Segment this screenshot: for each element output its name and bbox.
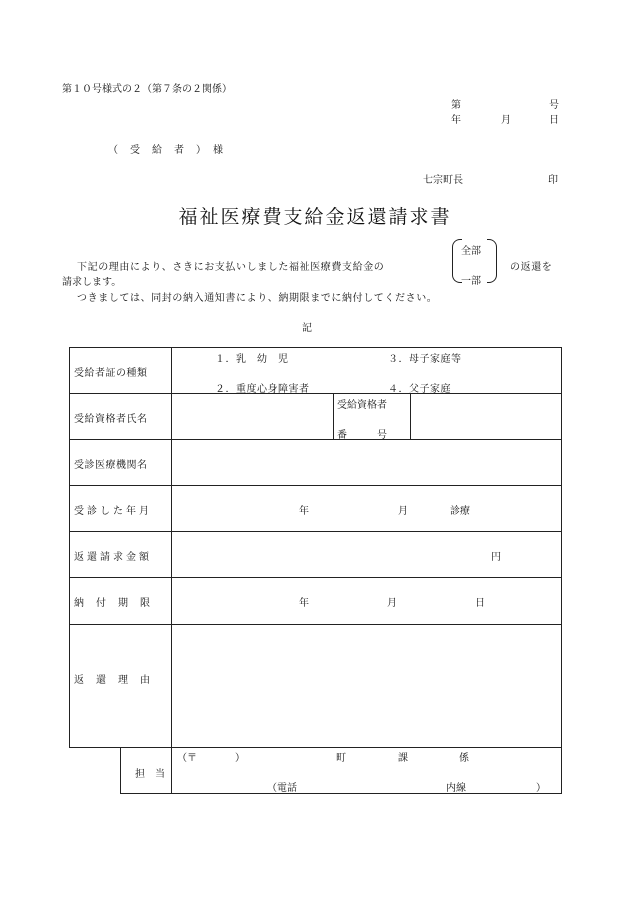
row4-year: 年 <box>299 506 309 517</box>
row5-yen: 円 <box>491 552 501 563</box>
document-title: 福祉医療費支給金返還請求書 <box>178 206 452 228</box>
row4-label: 受診した年月 <box>74 506 152 517</box>
row7-label: 返還理由 <box>74 675 162 686</box>
body-line-1-tail: の返還を <box>510 262 553 273</box>
contact-border-left <box>120 747 121 794</box>
row2-divider-a <box>333 393 334 439</box>
table-column-divider <box>171 347 172 794</box>
contact-label: 担 当 <box>135 769 165 780</box>
date-month: 月 <box>501 115 511 126</box>
addressee: （ 受 給 者 ） 様 <box>108 145 224 156</box>
ki-heading: 記 <box>302 323 312 334</box>
option-all: 全部 <box>461 246 481 257</box>
date-year: 年 <box>451 115 461 126</box>
seal-mark: 印 <box>548 175 558 186</box>
row4-suffix: 診療 <box>450 506 470 517</box>
doc-number-suffix: 号 <box>549 100 559 111</box>
row2-divider-b <box>410 393 411 439</box>
body-line-1: 下記の理由により、さきにお支払いしました福祉医療費支給金の <box>77 262 385 273</box>
date-day: 日 <box>549 115 559 126</box>
row6-day: 日 <box>475 598 485 609</box>
row3-label: 受診医療機関名 <box>74 460 148 471</box>
contact-phone: （電話 <box>267 783 297 794</box>
qualified-label-bottom: 番 号 <box>337 430 387 441</box>
body-line-3: つきましては、同封の納入通知書により、納期限までに納付してください。 <box>77 293 438 304</box>
contact-close: ） <box>536 783 546 794</box>
contact-staff: 係 <box>459 753 469 764</box>
row-line-3 <box>69 485 562 486</box>
option-single-father: ４．父子家庭 <box>388 384 451 395</box>
postal-open: （〒 <box>177 753 197 764</box>
postal-close: ） <box>235 753 245 764</box>
row2-label: 受給資格者氏名 <box>74 414 148 425</box>
row6-month: 月 <box>387 598 397 609</box>
option-infant: １．乳 幼 児 <box>215 354 289 365</box>
option-part: 一部 <box>461 276 481 287</box>
doc-number-label: 第 <box>451 100 461 111</box>
row4-month: 月 <box>398 506 408 517</box>
qualified-label-top: 受給資格者 <box>337 400 387 411</box>
contact-section: 課 <box>398 753 408 764</box>
brace-right <box>487 239 497 283</box>
table-border-left <box>69 347 70 747</box>
form-number: 第１０号様式の２（第７条の２関係） <box>62 84 232 95</box>
row-line-7 <box>69 747 562 748</box>
option-disabled: ２．重度心身障害者 <box>215 384 310 395</box>
row-line-5 <box>69 577 562 578</box>
row5-label: 返還請求金額 <box>74 552 152 563</box>
contact-town: 町 <box>336 753 346 764</box>
table-border-top <box>69 347 562 348</box>
contact-extension: 内線 <box>446 783 466 794</box>
row-line-4 <box>69 531 562 532</box>
table-border-bottom <box>120 793 562 794</box>
row-line-1 <box>69 393 562 394</box>
row1-label: 受給者証の種類 <box>74 368 148 379</box>
option-single-mother: ３．母子家庭等 <box>388 354 462 365</box>
issuer: 七宗町長 <box>423 175 463 186</box>
body-line-2: 請求します。 <box>62 277 122 288</box>
row-line-6 <box>69 624 562 625</box>
row-line-2 <box>69 439 562 440</box>
row6-label: 納付期限 <box>74 598 162 609</box>
row6-year: 年 <box>299 598 309 609</box>
table-border-right <box>561 347 562 794</box>
